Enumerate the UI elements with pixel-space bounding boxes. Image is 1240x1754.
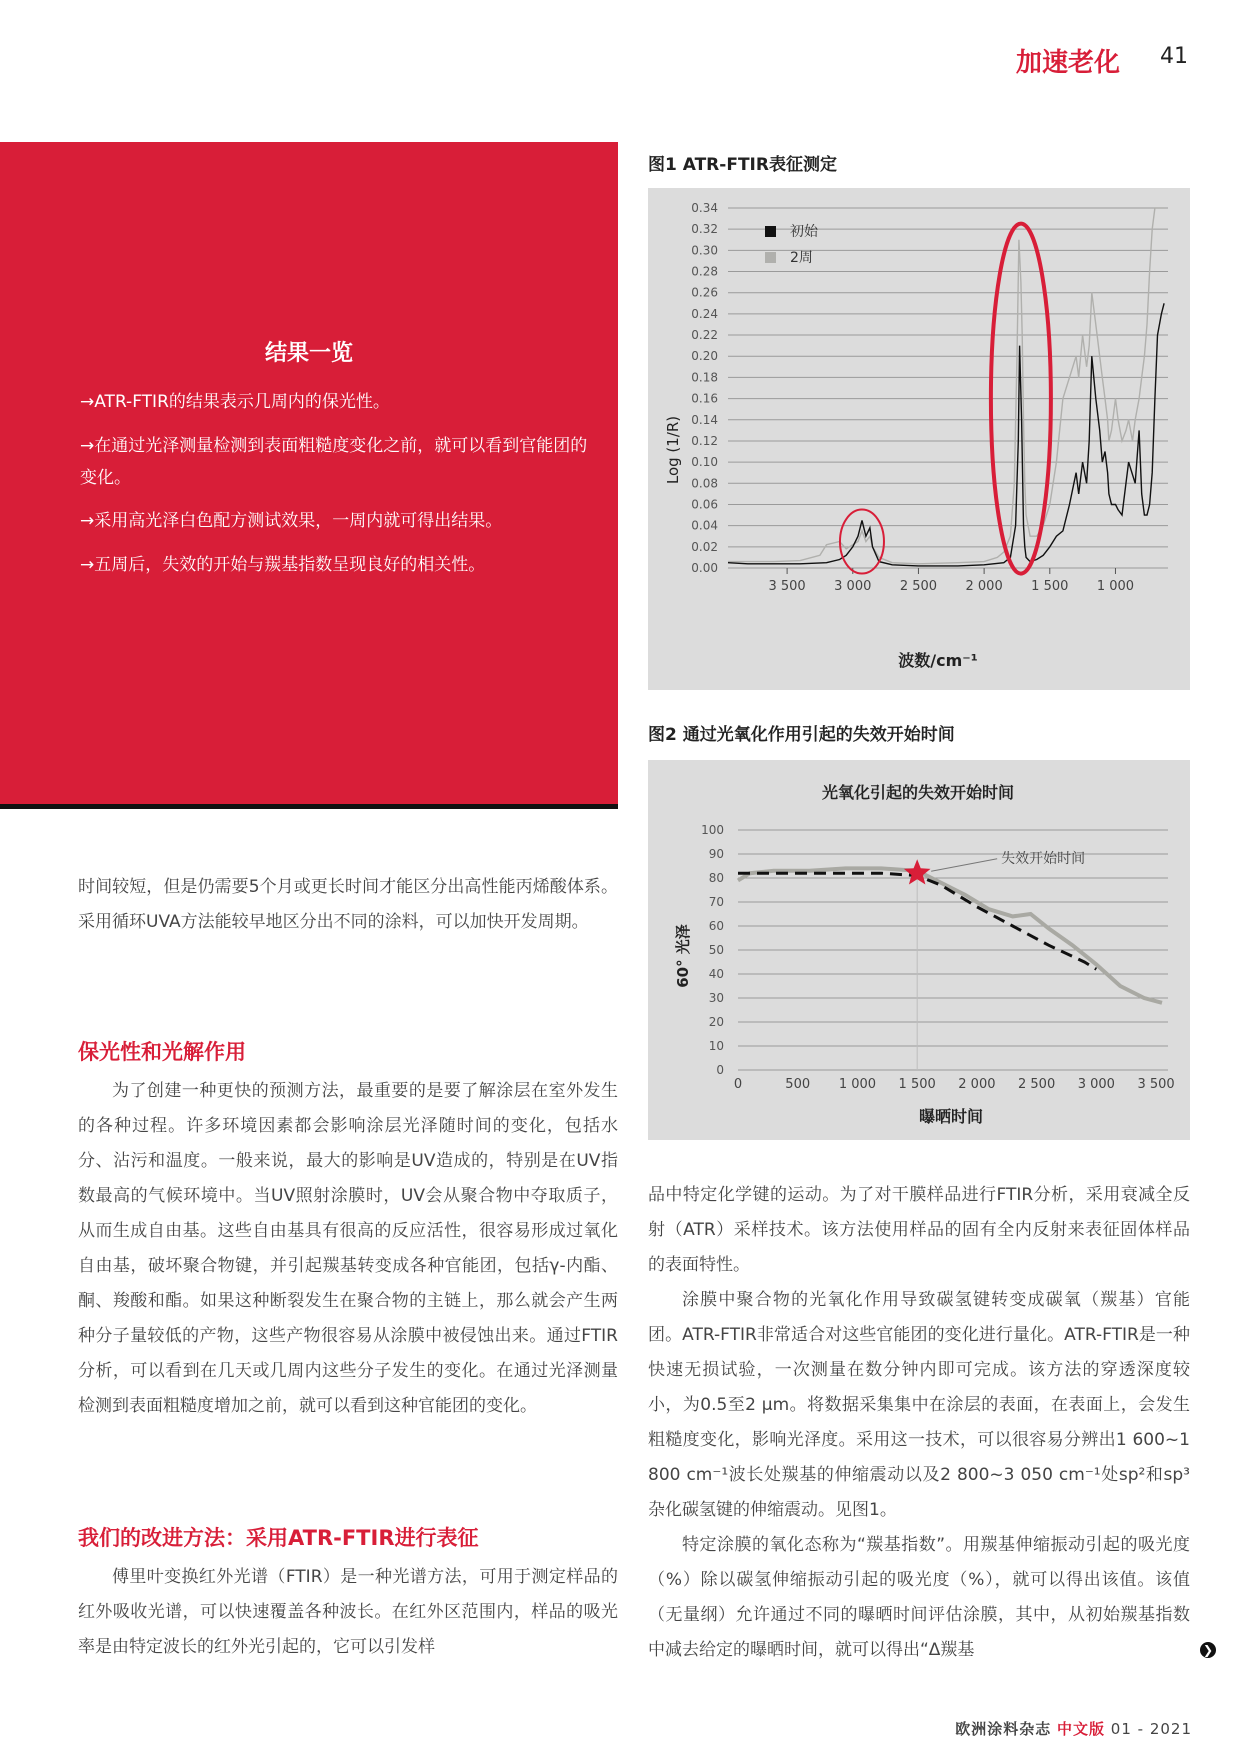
x-tick-label: 2 000 bbox=[958, 1077, 996, 1092]
y-tick-label: 30 bbox=[708, 991, 724, 1005]
gloss-chart bbox=[648, 760, 1190, 1140]
y-tick-label: 0.18 bbox=[691, 370, 718, 385]
paragraph-carbonyl-index: 特定涂膜的氧化态称为“羰基指数”。用羰基伸缩振动引起的吸光度（%）除以碳氢伸缩振动引起的吸光度（%），就可以得出该值。该值（无量纲）允许通过不同的曝晒时间评估涂膜，其中，从初始羰基指数中减去给定的曝晒时间，就可以得出“Δ羰基 bbox=[648, 1535, 1190, 1660]
y-tick-label: 0.30 bbox=[691, 243, 718, 258]
ftir-chart bbox=[648, 188, 1190, 690]
annotation-label: 失效开始时间 bbox=[1001, 850, 1086, 867]
y-tick-label: 0.16 bbox=[691, 391, 718, 406]
summary-item: →五周后，失效的开始与羰基指数呈现良好的相关性。 bbox=[80, 555, 486, 575]
section-title: 加速老化 bbox=[1015, 48, 1120, 78]
x-axis-label: 曝晒时间 bbox=[918, 1107, 984, 1126]
y-tick-label: 0.06 bbox=[691, 497, 718, 512]
x-tick-label: 3 000 bbox=[1077, 1077, 1115, 1092]
x-axis-label: 波数/cm⁻¹ bbox=[898, 651, 978, 670]
y-tick-label: 0.04 bbox=[691, 518, 718, 533]
y-tick-label: 0.08 bbox=[691, 476, 718, 491]
y-tick-label: 0.14 bbox=[691, 412, 718, 427]
x-tick-label: 1 500 bbox=[898, 1077, 936, 1092]
x-tick-label: 0 bbox=[733, 1077, 743, 1092]
y-tick-label: 0.12 bbox=[691, 433, 718, 448]
x-tick-label: 3 500 bbox=[1137, 1077, 1175, 1092]
y-tick-label: 80 bbox=[708, 871, 724, 885]
paragraph-photolysis: 为了创建一种更快的预测方法，最重要的是要了解涂层在室外发生的各种过程。许多环境因素都会影响涂层光泽随时间的变化，包括水分、沾污和温度。一般来说，最大的影响是UV造成的，特别是在UV指数最高的气候环境中。当UV照射涂膜时，UV会从聚合物中夺取质子，从而生成自由基。这些自由基具有很高的反应活性，很容易形成过氧化自由基，破坏聚合物键，并引起羰基转变成各种官能团，包括γ-内酯、酮、羧酸和酯。如果这种断裂发生在聚合物的主链上，那么就会产生两种分子量较低的产物，这些产物很容易从涂膜中被侵蚀出来。通过FTIR分析，可以看到在几天或几周内这些分子发生的变化。在通过光泽测量检测到表面粗糙度增加之前，就可以看到这种官能团的变化。 bbox=[78, 1081, 618, 1416]
x-tick-label: 1 000 bbox=[1096, 579, 1135, 594]
y-axis-label: Log (1/R) bbox=[664, 415, 682, 485]
y-tick-label: 0 bbox=[716, 1063, 724, 1077]
y-tick-label: 0.20 bbox=[691, 349, 718, 364]
figure1-chart bbox=[648, 188, 1190, 690]
figure2-caption: 图2 通过光氧化作用引起的失效开始时间 bbox=[648, 725, 955, 745]
figure2-chart bbox=[648, 760, 1190, 1140]
y-tick-label: 40 bbox=[708, 967, 724, 981]
summary-box-divider bbox=[0, 804, 618, 809]
legend-swatch-two-weeks bbox=[765, 252, 776, 263]
annotation-leader bbox=[931, 859, 997, 871]
y-tick-label: 90 bbox=[708, 847, 724, 861]
heading-gloss-retention: 保光性和光解作用 bbox=[78, 1040, 246, 1064]
y-tick-label: 0.22 bbox=[691, 328, 718, 343]
y-tick-label: 60 bbox=[708, 919, 724, 933]
y-tick-label: 0.32 bbox=[691, 222, 718, 237]
summary-item: →采用高光泽白色配方测试效果，一周内就可得出结果。 bbox=[80, 511, 503, 531]
highlight-ellipse-ch-stretch bbox=[840, 510, 884, 574]
y-tick-label: 0.28 bbox=[691, 264, 718, 279]
paragraph-ftir: 傅里叶变换红外光谱（FTIR）是一种光谱方法，可用于测定样品的红外吸收光谱，可以快速覆盖各种波长。在红外区范围内，样品的吸光率是由特定波长的红外光引起的，它可以引发样 bbox=[78, 1567, 618, 1657]
legend-label-initial: 初始 bbox=[790, 224, 818, 240]
x-tick-label: 3 000 bbox=[834, 579, 872, 594]
y-tick-label: 20 bbox=[708, 1015, 724, 1029]
next-page-icon[interactable]: ❯ bbox=[1200, 1642, 1216, 1658]
footer bbox=[955, 1718, 1192, 1739]
y-tick-label: 0.10 bbox=[691, 455, 718, 470]
x-tick-label: 2 500 bbox=[1018, 1077, 1056, 1092]
chart-title: 光氧化引起的失效开始时间 bbox=[821, 783, 1015, 802]
heading-improved-method: 我们的改进方法：采用ATR-FTIR进行表征 bbox=[78, 1526, 479, 1550]
intro-paragraph: 时间较短，但是仍需要5个月或更长时间才能区分出高性能丙烯酸体系。采用循环UVA方法能较早地区分出不同的涂料，可以加快开发周期。 bbox=[78, 877, 618, 932]
legend-swatch-initial bbox=[765, 226, 776, 237]
legend-label-two-weeks: 2周 bbox=[790, 250, 813, 266]
paragraph-atr: 品中特定化学键的运动。为了对干膜样品进行FTIR分析，采用衰减全反射（ATR）采样技术。该方法使用样品的固有全内反射来表征固体样品的表面特性。 bbox=[648, 1185, 1190, 1275]
y-tick-label: 0.02 bbox=[691, 539, 718, 554]
summary-item: →在通过光泽测量检测到表面粗糙度变化之前，就可以看到官能团的变化。 bbox=[80, 436, 588, 488]
x-tick-label: 2 000 bbox=[965, 579, 1003, 594]
y-tick-label: 0.34 bbox=[691, 201, 718, 215]
y-tick-label: 0.00 bbox=[691, 561, 718, 575]
gloss-curve bbox=[738, 868, 1162, 1002]
paragraph-carbonyl: 涂膜中聚合物的光氧化作用导致碳氢键转变成碳氧（羰基）官能团。ATR-FTIR非常适合对这些官能团的变化进行量化。ATR-FTIR是一种快速无损试验，一次测量在数分钟内即可完成。该方法的穿透深度较小，为0.5至2 μm。将数据采集集中在涂层的表面，在表面上，会发生粗糙度变化，影响光泽度。采用这一技术，可以很容易分辨出1 600~1 800 cm⁻¹波长处羰基的伸缩震动以及2 800~3 050 cm⁻¹处sp²和sp³杂化碳氢键的伸缩震动。见图1。 bbox=[648, 1290, 1190, 1520]
x-tick-label: 1 000 bbox=[838, 1077, 877, 1092]
page-number: 41 bbox=[1160, 44, 1188, 69]
x-tick-label: 500 bbox=[785, 1077, 811, 1092]
y-axis-label: 60° 光泽 bbox=[674, 924, 692, 988]
y-tick-label: 100 bbox=[701, 823, 724, 837]
footer-issue: 01 - 2021 bbox=[1110, 1720, 1192, 1738]
y-tick-label: 0.24 bbox=[691, 306, 718, 321]
summary-title: 结果一览 bbox=[264, 341, 353, 366]
x-tick-label: 1 500 bbox=[1031, 579, 1069, 594]
summary-item: →ATR-FTIR的结果表示几周内的保光性。 bbox=[80, 392, 390, 412]
y-tick-label: 70 bbox=[708, 895, 724, 909]
footer-brand: 欧洲涂料杂志 bbox=[955, 1720, 1052, 1738]
footer-edition: 中文版 bbox=[1056, 1720, 1105, 1738]
x-tick-label: 2 500 bbox=[899, 579, 938, 594]
y-tick-label: 10 bbox=[708, 1039, 724, 1053]
y-tick-label: 0.26 bbox=[691, 285, 718, 300]
y-tick-label: 50 bbox=[708, 943, 724, 957]
x-tick-label: 3 500 bbox=[768, 579, 806, 594]
figure1-caption: 图1 ATR-FTIR表征测定 bbox=[648, 155, 837, 175]
